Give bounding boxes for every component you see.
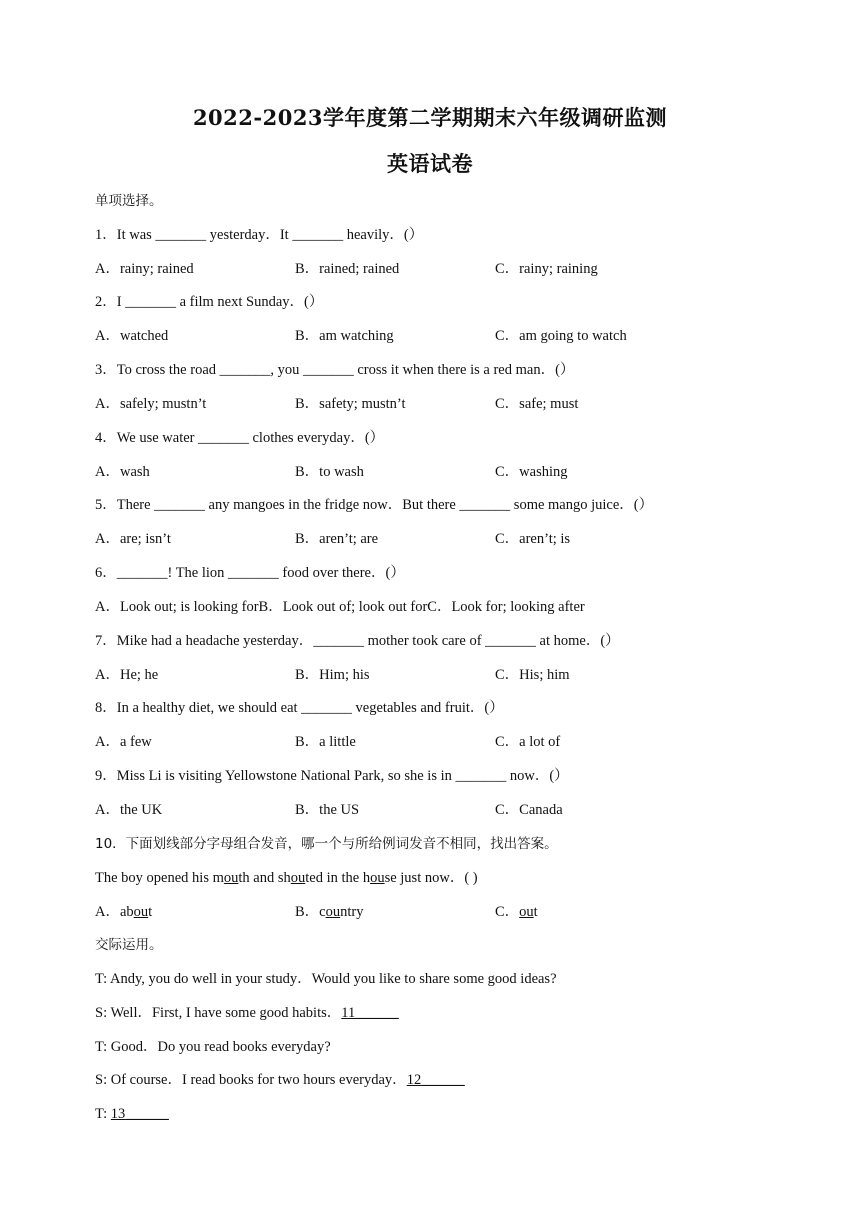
dialogue-line-4 [95, 1071, 465, 1089]
q2-option-c: C．am going to watch [495, 328, 627, 344]
option-text: t [533, 904, 538, 920]
question-3: 3．To cross the road _______, you _______ cross it when there is a red man．(） [95, 362, 575, 378]
q2-option-a: A．watched [95, 328, 169, 344]
dialogue-text: S: Of course．I read books for two hours everyday． [95, 1072, 407, 1088]
dialogue-text: S: Well．First, I have some good habits． [95, 1005, 342, 1021]
blank-number-13: 13 [110, 1106, 126, 1122]
underlined-letters: ou [370, 870, 385, 886]
question-1: 1．It was _______ yesterday．It _______ heavily．(） [95, 227, 424, 243]
option-text: ntry [340, 904, 364, 920]
dialogue-line-3: T: Good．Do you read books everyday? [95, 1039, 331, 1055]
q10-sentence-part: th and sh [238, 870, 291, 886]
blank-number-12: 12 [406, 1072, 422, 1088]
q10-sentence [95, 869, 478, 887]
dialogue-text: T: [95, 1106, 111, 1122]
q5-option-a: A．are; isn’t [95, 531, 171, 547]
question-2: 2．I _______ a film next Sunday．(） [95, 294, 324, 310]
q3-option-b: B．safety; mustn’t [295, 396, 406, 412]
section-heading-communication: 交际运用。 [95, 937, 163, 953]
q8-option-b: B．a little [295, 734, 356, 750]
q4-option-c: C．washing [495, 464, 568, 480]
q5-option-c: C．aren’t; is [495, 531, 571, 547]
q7-option-c: C．His; him [495, 667, 570, 683]
q10-sentence-part: The boy opened his m [95, 870, 224, 886]
q6-options: A．Look out; is looking forB．Look out of; look out forC．Look for; looking after [95, 599, 585, 615]
q3-option-a: A．safely; mustn’t [95, 396, 207, 412]
dialogue-line-2 [95, 1004, 399, 1022]
option-text: t [148, 904, 153, 920]
underlined-letters: ou [133, 904, 149, 920]
q1-option-b: B．rained; rained [295, 261, 400, 277]
q10-sentence-part: se just now．( ) [384, 870, 478, 886]
q10-option-a [95, 903, 152, 921]
q4-option-b: B．to wash [295, 464, 364, 480]
section-heading-single-choice: 单项选择。 [95, 193, 163, 209]
option-text: C． [495, 904, 520, 920]
q1-option-c: C．rainy; raining [495, 261, 598, 277]
underlined-letters: ou [223, 870, 239, 886]
question-8: 8．In a healthy diet, we should eat _______ vegetables and fruit．(） [95, 700, 504, 716]
q10-option-c [495, 903, 538, 921]
q9-option-b: B．the US [295, 802, 360, 818]
q9-option-a: A．the UK [95, 802, 163, 818]
option-text: B．c [295, 904, 326, 920]
q2-option-b: B．am watching [295, 328, 394, 344]
exam-title: 2022-2023学年度第二学期期末六年级调研监测 [192, 105, 668, 130]
question-5: 5．There _______ any mangoes in the fridge now．But there _______ some mango juice．(） [95, 497, 654, 513]
question-4: 4．We use water _______ clothes everyday．(） [95, 430, 385, 446]
underlined-letters: ou [290, 870, 306, 886]
question-10: 10．下面划线部分字母组合发音，哪一个与所给例词发音不相同，找出答案。 [95, 836, 558, 852]
underlined-letters: ou [519, 904, 534, 920]
q10-sentence-part: ted in the h [305, 870, 371, 886]
underlined-letters: ou [325, 904, 341, 920]
q4-option-a: A．wash [95, 464, 150, 480]
option-text: A．ab [95, 904, 134, 920]
answer-blank: ______ [421, 1072, 465, 1088]
question-9: 9．Miss Li is visiting Yellowstone National Park, so she is in _______ now．(） [95, 768, 569, 784]
blank-number-11: 11 [341, 1005, 356, 1021]
answer-blank: ______ [125, 1106, 169, 1122]
exam-subtitle: 英语试卷 [387, 151, 473, 176]
q9-option-c: C．Canada [495, 802, 563, 818]
q7-option-b: B．Him; his [295, 667, 370, 683]
q1-option-a: A．rainy; rained [95, 261, 194, 277]
q10-option-b [295, 903, 363, 921]
dialogue-line-1: T: Andy, you do well in your study．Would you like to share some good ideas? [95, 971, 557, 987]
question-7: 7．Mike had a headache yesterday．_______ mother took care of _______ at home．(） [95, 633, 620, 649]
q8-option-a: A．a few [95, 734, 152, 750]
q8-option-c: C．a lot of [495, 734, 561, 750]
q3-option-c: C．safe; must [495, 396, 579, 412]
question-6: 6．_______! The lion _______ food over there．(） [95, 565, 405, 581]
q5-option-b: B．aren’t; are [295, 531, 379, 547]
answer-blank: ______ [355, 1005, 399, 1021]
q7-option-a: A．He; he [95, 667, 159, 683]
dialogue-line-5 [95, 1105, 169, 1123]
